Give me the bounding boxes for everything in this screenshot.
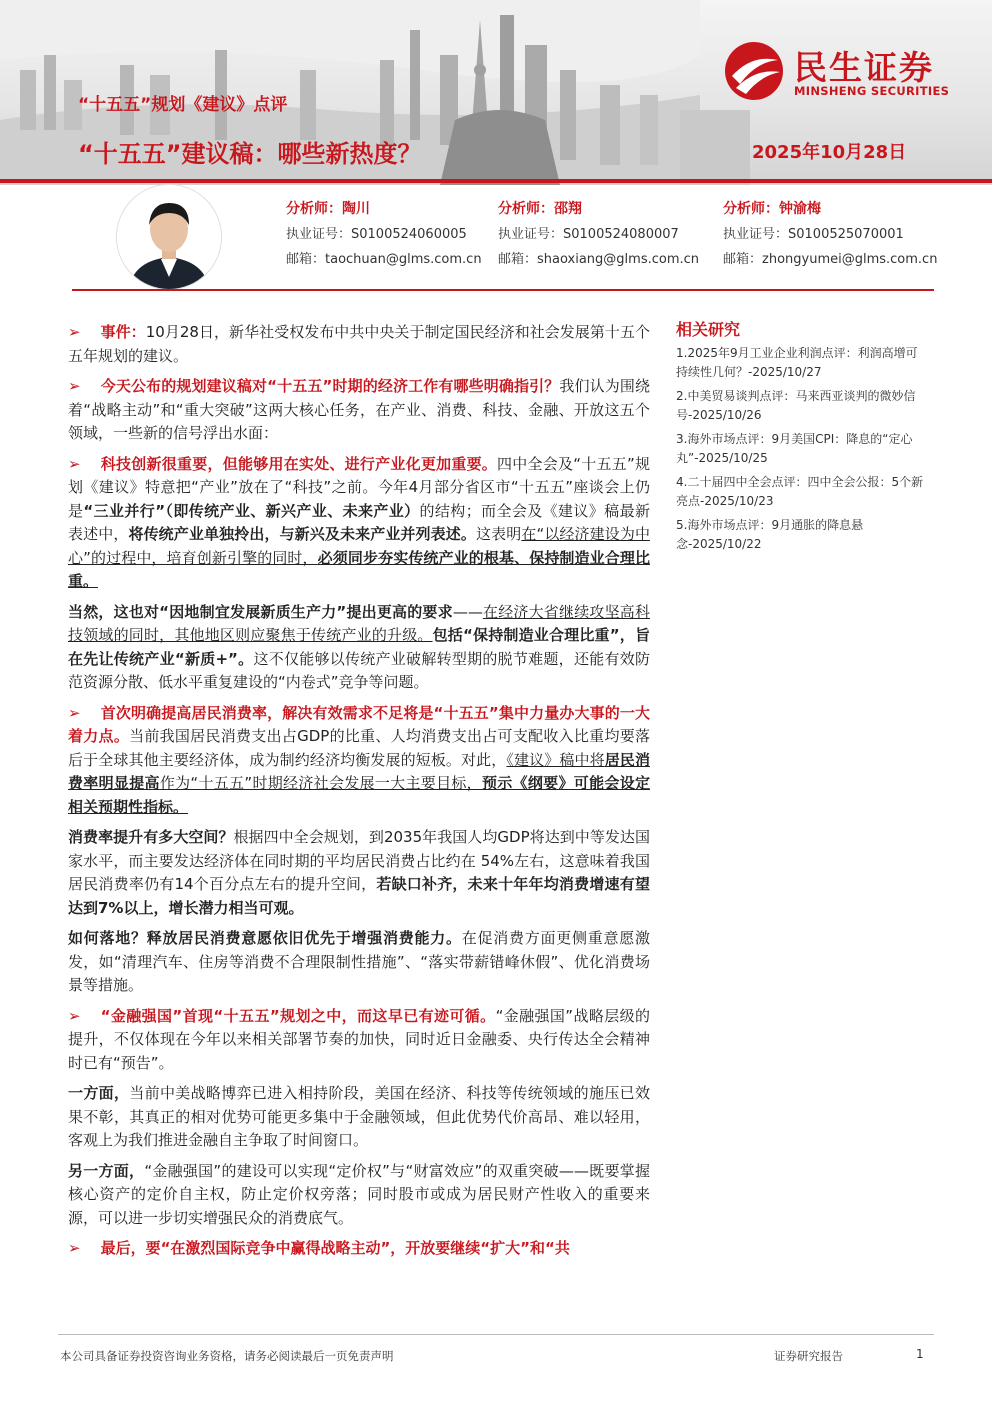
logo-english-name: MINSHENG SECURITIES: [794, 84, 950, 98]
para-bold: 当然，这也对“因地制宜发展新质生产力”提出更高的要求: [68, 602, 453, 621]
para-bold: 消费率提升有多大空间？: [68, 828, 234, 846]
analyst-cert: 执业证号：S0100525070001: [723, 227, 904, 242]
para-bold: 如何落地？释放居民消费意愿依旧优先于增强消费能力。: [68, 929, 462, 947]
para-bold: 若缺口补齐，未来十年年均消费增速有望达到7%以上，增长潜力相当可观。: [68, 875, 650, 917]
report-main-title: “十五五”建议稿：哪些新热度？: [78, 140, 422, 168]
paragraph-new-productivity: [68, 601, 650, 695]
related-research-item[interactable]: 5.海外市场点评：9月通胀的降息悬念-2025/10/22: [676, 517, 864, 551]
para-lead: 首次明确提高居民消费率，解决有效需求不足将是“十五五”集中力量办大事的一大着力点。: [68, 703, 650, 745]
paragraph-on-other-hand: [68, 1160, 650, 1231]
para-text: ——: [452, 602, 483, 621]
logo-mark-icon: [722, 40, 786, 102]
header-divider: [0, 179, 992, 183]
para-underline: 在经济大省继续攻坚高科技领域的同时，其他地区则应聚焦于传统产业的升级。: [68, 602, 650, 644]
para-bold: 包括“保持制造业合理比重”，旨在先让传统产业“新质+”。: [68, 626, 650, 668]
para-bold: 将传统产业单独拎出，与新兴及未来产业并列表述。: [128, 525, 476, 543]
analyst-name: 分析师：钟渝梅: [723, 201, 821, 217]
paragraph-event: [68, 321, 650, 368]
arrow-bullet-icon: ➢: [68, 377, 81, 395]
para-underline: 在“以经济建设为中心”的过程中，培育创新引擎的同时，: [68, 525, 650, 567]
paragraph-finance: [68, 1005, 650, 1076]
para-bold-underline: 必须同步夯实传统产业的根基、保持制造业合理比重。: [68, 548, 650, 590]
para-text: 这表明: [475, 525, 522, 543]
analyst-card-3: [723, 198, 953, 272]
report-body: [68, 321, 650, 1268]
related-research-item[interactable]: 3.海外市场点评：9月美国CPI：降息的“定心丸”-2025/10/25: [676, 431, 913, 465]
analyst-cert: 执业证号：S0100524080007: [498, 227, 679, 242]
analyst-photo: [116, 184, 222, 290]
para-bold-underline: 预示《纲要》可能会设定相关预期性指标。: [68, 774, 650, 816]
paragraph-tech-industry: [68, 453, 650, 594]
paragraph-opening: [68, 1237, 650, 1261]
related-research-item[interactable]: 4.二十届四中全会点评：四中全会公报：5个新亮点-2025/10/23: [676, 474, 924, 508]
para-lead: 最后，要“在激烈国际竞争中赢得战略主动”，开放要继续“扩大”和“共: [100, 1239, 570, 1257]
company-logo: [722, 40, 972, 102]
para-underline: 作为“十五五”时期经济社会发展一大主要目标，: [159, 774, 482, 792]
analyst-cert: 执业证号：S0100524060005: [286, 227, 467, 242]
analyst-email[interactable]: 邮箱：shaoxiang@glms.com.cn: [498, 252, 700, 267]
para-bold: 一方面，: [68, 1084, 130, 1102]
para-underline: 《建议》稿中将: [506, 750, 605, 769]
para-bold-underline: 居民消费率明显提高: [68, 750, 650, 792]
related-research-item[interactable]: 1.2025年9月工业企业利润点评：利润高增可持续性几何？-2025/10/27: [676, 345, 918, 379]
analyst-divider: [72, 289, 934, 291]
footer-divider: [58, 1334, 934, 1335]
paragraph-guidance: [68, 375, 650, 446]
para-lead: 科技创新很重要，但能够用在实处、进行产业化更加重要。: [100, 454, 498, 473]
para-bold: “三业并行”（即传统产业、新兴产业、未来产业）: [83, 501, 420, 520]
para-text: 这不仅能够以传统产业破解转型期的脱节难题，还能有效防范资源分散、低水平重复建设的“内卷式”竞争等问题。: [68, 649, 650, 691]
para-lead: 今天公布的规划建议稿对“十五五”时期的经济工作有哪些明确指引？: [100, 377, 560, 395]
footer-report-type: 证券研究报告: [774, 1349, 843, 1363]
para-text: 当前中美战略博弈已进入相持阶段，美国在经济、科技等传统领域的施压已效果不彰，其真正的相对优势可能更多集中于金融领域，但此优势代价高昂、难以轻用，客观上为我们推进金融自主争取了时间窗口。: [68, 1084, 650, 1149]
analyst-email[interactable]: 邮箱：zhongyumei@glms.com.cn: [723, 252, 938, 267]
arrow-bullet-icon: ➢: [68, 323, 81, 341]
logo-chinese-name: 民生证券: [794, 48, 934, 87]
related-research-item[interactable]: 2.中美贸易谈判点评：马来西亚谈判的微妙信号-2025/10/26: [676, 388, 916, 422]
header-banner: [0, 0, 992, 185]
analyst-email[interactable]: 邮箱：taochuan@glms.com.cn: [286, 252, 482, 267]
footer-disclaimer: 本公司具备证券投资咨询业务资格，请务必阅读最后一页免责声明: [60, 1349, 394, 1363]
paragraph-consumption: [68, 702, 650, 820]
report-series-title: “十五五”规划《建议》点评: [78, 95, 288, 115]
para-text: 当前我国居民消费支出占GDP的比重、人均消费支出占可支配收入比重均要落后于全球其他主要经济体，成为制约经济均衡发展的短板。对此，: [68, 727, 650, 769]
report-date: 2025年10月28日: [752, 142, 907, 163]
sidebar-title: 相关研究: [676, 320, 741, 339]
para-text: 10月28日，新华社受权发布中共中央关于制定国民经济和社会发展第十五个五年规划的建议。: [68, 323, 650, 365]
para-text: 的结构；而全会及《建议》稿最新表述中，: [68, 501, 650, 543]
para-text: 根据四中全会规划，到2035年我国人均GDP将达到中等发达国家水平，而主要发达经济体在同时期的平均居民消费占比约在 54%左右，这意味着我国居民消费率仍有14个百分点左右的提升空间，: [68, 828, 650, 893]
para-bold: 另一方面，: [68, 1161, 145, 1180]
arrow-bullet-icon: ➢: [68, 454, 81, 473]
analyst-name: 分析师：陶川: [286, 201, 370, 217]
page-number: 1: [916, 1347, 924, 1361]
para-text: “金融强国”的建设可以实现“定价权”与“财富效应”的双重突破——既要掌握核心资产的定价自主权，防止定价权旁落；同时股市或成为居民财产性收入的重要来源，可以进一步切实增强民众的消费底气。: [68, 1161, 650, 1227]
para-lead: “金融强国”首现“十五五”规划之中，而这早已有迹可循。: [100, 1006, 496, 1025]
analyst-name: 分析师：邵翔: [498, 201, 582, 217]
arrow-bullet-icon: ➢: [68, 703, 81, 722]
related-research-sidebar: [676, 320, 926, 559]
analyst-card-1: [286, 198, 516, 272]
paragraph-implementation: [68, 927, 650, 998]
para-text: 我们认为围绕着“战略主动”和“重大突破”这两大核心任务，在产业、消费、科技、金融、开放这五个领域，一些新的信号浮出水面：: [68, 377, 650, 442]
paragraph-on-one-hand: [68, 1082, 650, 1153]
paragraph-consumption-space: [68, 826, 650, 920]
arrow-bullet-icon: ➢: [68, 1006, 81, 1025]
para-text: 在促消费方面更侧重意愿激发，如“清理汽车、住房等消费不合理限制性措施”、“落实带薪错峰休假”、优化消费场景等措施。: [68, 929, 650, 994]
para-text: “金融强国”战略层级的提升，不仅体现在今年以来相关部署节奏的加快，同时近日金融委、央行传达全会精神时已有“预告”。: [68, 1006, 651, 1072]
para-text: 四中全会及“十五五”规划《建议》特意把“产业”放在了“科技”之前。今年4月部分省区市“十五五”座谈会上仍是: [68, 454, 650, 520]
arrow-bullet-icon: ➢: [68, 1239, 81, 1257]
para-lead: 事件：: [100, 323, 146, 341]
analyst-card-2: [498, 198, 728, 272]
